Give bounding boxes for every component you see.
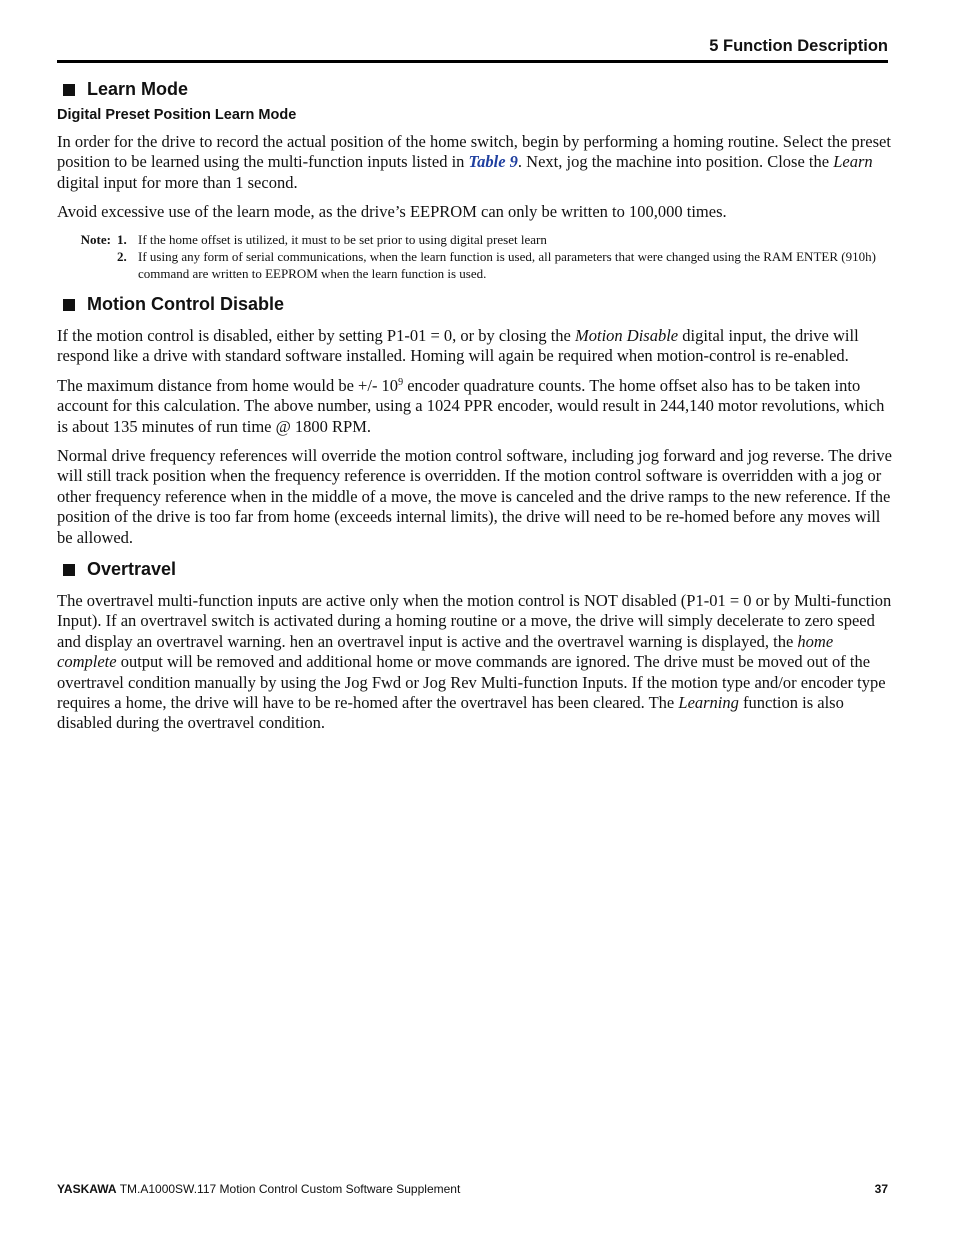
motion-disable-paragraph-1	[57, 326, 892, 367]
note-item	[57, 248, 897, 282]
note-text: If using any form of serial communications, when the learn function is used, all parameters that were changed using the RAM ENTER (910h) command are written to EEPROM when the learn function is used.	[138, 249, 876, 281]
emphasis-home-complete: home complete	[57, 631, 834, 672]
motion-disable-paragraph-3: Normal drive frequency references will override the motion control software, including jog forward and jog reverse. The drive will still track position when the frequency reference is overridden. If the motion control software is overridden with a jog or other frequency reference when in the middle of a move, the move is canceled and the drive ramps to the new reference. If the position of the drive is too far from home (exceeds internal limits), the drive will need to be re-homed before any moves will be allowed.	[57, 446, 892, 547]
note-number: 2.	[117, 249, 127, 264]
page-footer	[57, 1182, 888, 1196]
text-run: digital input, the drive will respond like a drive with standard software installed. Homing will again be required when motion-control is re-enabled.	[57, 326, 859, 366]
overtravel-paragraph	[57, 591, 892, 734]
text-run: . Next, jog the machine into position. Close the	[517, 152, 834, 172]
text-run: encoder quadrature counts. The home offset also has to be taken into account for this calculation. The above number, using a 1024 PPR encoder, would result in 244,140 motor revolutions, which is about 135 minutes of run time @ 1800 RPM.	[57, 376, 885, 436]
footer-brand: YASKAWA	[57, 1182, 117, 1196]
note-label: Note:	[80, 232, 111, 247]
superscript-exponent: 9	[398, 377, 404, 388]
overtravel-heading	[63, 559, 176, 580]
text-run: The maximum distance from home would be +/- 10	[57, 376, 399, 395]
text-run: If the motion control is disabled, either by setting P1-01 = 0, or by closing the	[57, 326, 575, 345]
motion-control-disable-heading	[63, 294, 284, 315]
note-label-spacer	[57, 248, 117, 282]
note-text: If the home offset is utilized, it must to be set prior to using digital preset learn	[138, 232, 547, 247]
overtravel-heading-text: Overtravel	[87, 559, 177, 579]
square-bullet-icon	[63, 564, 75, 576]
emphasis-motion-disable: Motion Disable	[574, 326, 679, 345]
square-bullet-icon	[63, 299, 75, 311]
digital-preset-subheading: Digital Preset Position Learn Mode	[57, 107, 297, 123]
text-run: In order for the drive to record the actual position of the home switch, begin by performing a homing routine. Select the preset position to be learned using the multi-function inputs listed in	[57, 132, 891, 172]
motion-control-disable-heading-text: Motion Control Disable	[87, 294, 284, 314]
footer-document-title	[57, 1182, 460, 1196]
motion-disable-paragraph-2	[57, 376, 892, 437]
header-rule	[57, 60, 888, 63]
text-run: output will be removed and additional home or move commands are ignored. The drive must be moved out of the overtravel condition manually by using the Jog Fwd or Jog Rev Multi-function Inputs. If the motion type and/or encoder type requires a home, the drive will have to be re-homed after the overtravel has been cleared. The	[57, 652, 886, 713]
learn-mode-paragraph-1	[57, 132, 892, 193]
emphasis-learning: Learning	[678, 693, 739, 713]
text-run: The overtravel multi-function inputs are active only when the motion control is NOT disabled (P1-01 = 0 or by Multi-function Input). If an overtravel switch is activated during a homing routine or a move, the drive will simply decelerate to zero speed and display an overtravel warning. hen an overtravel input is active and the overtravel warning is displayed, the	[57, 591, 892, 651]
learn-mode-heading-text: Learn Mode	[87, 79, 189, 99]
emphasis-learn: Learn	[833, 152, 873, 172]
section-title: 5 Function Description	[709, 37, 888, 55]
learn-mode-heading	[63, 79, 188, 100]
learn-mode-paragraph-2: Avoid excessive use of the learn mode, as the drive’s EEPROM can only be written to 100,000 times.	[57, 202, 727, 221]
footer-doc: TM.A1000SW.117 Motion Control Custom Software Supplement	[116, 1182, 461, 1196]
note-block	[57, 231, 897, 282]
text-run: digital input for more than 1 second.	[57, 172, 298, 192]
page-number: 37	[874, 1182, 888, 1196]
text-run: function is also disabled during the overtravel condition.	[57, 693, 844, 733]
square-bullet-icon	[63, 84, 75, 96]
table-9-link[interactable]: Table 9	[468, 152, 518, 172]
note-item	[57, 231, 897, 248]
note-number: 1.	[117, 232, 127, 247]
